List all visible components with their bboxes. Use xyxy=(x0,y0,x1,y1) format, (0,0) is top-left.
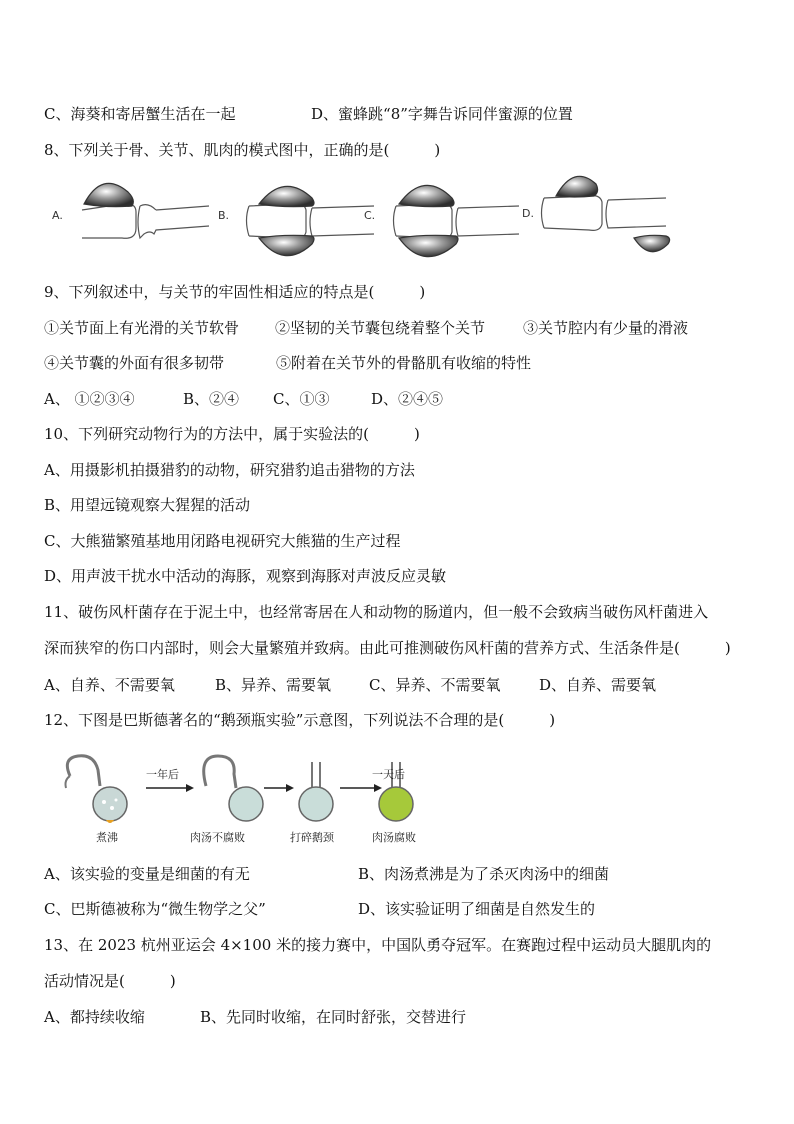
q11-option-a: A、自养、不需要氧 xyxy=(44,676,175,694)
arrow-label-one-year: 一年后 xyxy=(146,768,179,781)
q10-stem: 10、下列研究动物行为的方法中，属于实验法的( ) xyxy=(44,425,420,443)
arrow-label-one-day: 一天后 xyxy=(372,768,405,781)
q10-option-a: A、用摄影机拍摄猎豹的动物，研究猎豹追击猎物的方法 xyxy=(44,461,415,479)
q9-item-3: ③关节腔内有少量的滑液 xyxy=(523,319,689,337)
figure-c xyxy=(394,185,520,256)
q12-option-d: D、该实验证明了细菌是自然发生的 xyxy=(358,900,596,918)
flask-broken-neck xyxy=(299,762,333,821)
q10-option-c: C、大熊猫繁殖基地用闭路电视研究大熊猫的生产过程 xyxy=(44,532,401,550)
figure-b xyxy=(247,186,375,255)
q12-stem: 12、下图是巴斯德著名的“鹅颈瓶实验”示意图，下列说法不合理的是( ) xyxy=(44,711,556,729)
q12-option-b: B、肉汤煮沸是为了杀灭肉汤中的细菌 xyxy=(358,865,610,883)
figure-b-label: B. xyxy=(218,209,230,222)
q9-stem: 9、下列叙述中，与关节的牢固性相适应的特点是( ) xyxy=(44,283,426,301)
q11-option-d: D、自养、需要氧 xyxy=(539,676,657,694)
caption-spoiled: 肉汤腐败 xyxy=(372,831,416,844)
q9-item-4: ④关节囊的外面有很多韧带 xyxy=(44,354,225,372)
q11-option-c: C、异养、不需要氧 xyxy=(369,676,501,694)
figure-c-label: C. xyxy=(364,209,376,222)
q9-option-d: D、②④⑤ xyxy=(371,390,444,408)
q11-stem-line2: 深而狭窄的伤口内部时，则会大量繁殖并致病。由此可推测破伤风杆菌的营养方式、生活条件是( ) xyxy=(44,639,731,657)
q9-item-1: ①关节面上有光滑的关节软骨 xyxy=(44,319,240,337)
joint-model-diagram xyxy=(44,168,744,268)
q10-option-d: D、用声波干扰水中活动的海豚，观察到海豚对声波反应灵敏 xyxy=(44,567,447,585)
figure-a xyxy=(81,183,210,238)
q8-stem: 8、下列关于骨、关节、肌肉的模式图中，正确的是( ) xyxy=(44,141,441,159)
q13-stem-line2: 活动情况是( ) xyxy=(44,972,176,990)
joint-model-figures xyxy=(44,168,744,268)
caption-not-spoiled: 肉汤不腐败 xyxy=(190,831,245,844)
figure-a-label: A. xyxy=(52,209,63,222)
q12-option-c: C、巴斯德被称为“微生物学之父” xyxy=(44,900,266,918)
figure-d-label: D. xyxy=(522,207,534,220)
q9-item-5: ⑤附着在关节外的骨骼肌有收缩的特性 xyxy=(276,354,532,372)
q13-option-a: A、都持续收缩 xyxy=(44,1008,145,1026)
figure-d xyxy=(542,176,670,251)
flask-boiling xyxy=(66,756,128,823)
q9-option-a: A、 ①②③④ xyxy=(44,390,135,408)
q11-option-b: B、异养、需要氧 xyxy=(215,676,332,694)
flask-not-spoiled xyxy=(204,756,263,821)
swan-neck-flask-diagram xyxy=(56,752,436,824)
q11-stem-line1: 11、破伤风杆菌存在于泥土中，也经常寄居在人和动物的肠道内，但一般不会致病当破伤风杆菌进入 xyxy=(44,603,709,621)
swan-neck-flask-figure xyxy=(56,752,436,824)
q12-option-a: A、该实验的变量是细菌的有无 xyxy=(44,865,250,883)
q10-option-b: B、用望远镜观察大猩猩的活动 xyxy=(44,496,251,514)
q13-stem-line1: 13、在 2023 杭州亚运会 4×100 米的接力赛中，中国队勇夺冠军。在赛跑过程中运动员大腿肌肉的 xyxy=(44,936,712,954)
q7-option-c: C、海葵和寄居蟹生活在一起 xyxy=(44,105,236,123)
q9-option-b: B、②④ xyxy=(183,390,240,408)
q7-option-d: D、蜜蜂跳“8”字舞告诉同伴蜜源的位置 xyxy=(311,105,573,123)
q9-item-2: ②坚韧的关节囊包绕着整个关节 xyxy=(275,319,486,337)
caption-broken-neck: 打碎鹅颈 xyxy=(290,831,334,844)
caption-boiling: 煮沸 xyxy=(96,831,118,844)
q13-option-b: B、先同时收缩，在同时舒张，交替进行 xyxy=(200,1008,467,1026)
q9-option-c: C、①③ xyxy=(273,390,330,408)
